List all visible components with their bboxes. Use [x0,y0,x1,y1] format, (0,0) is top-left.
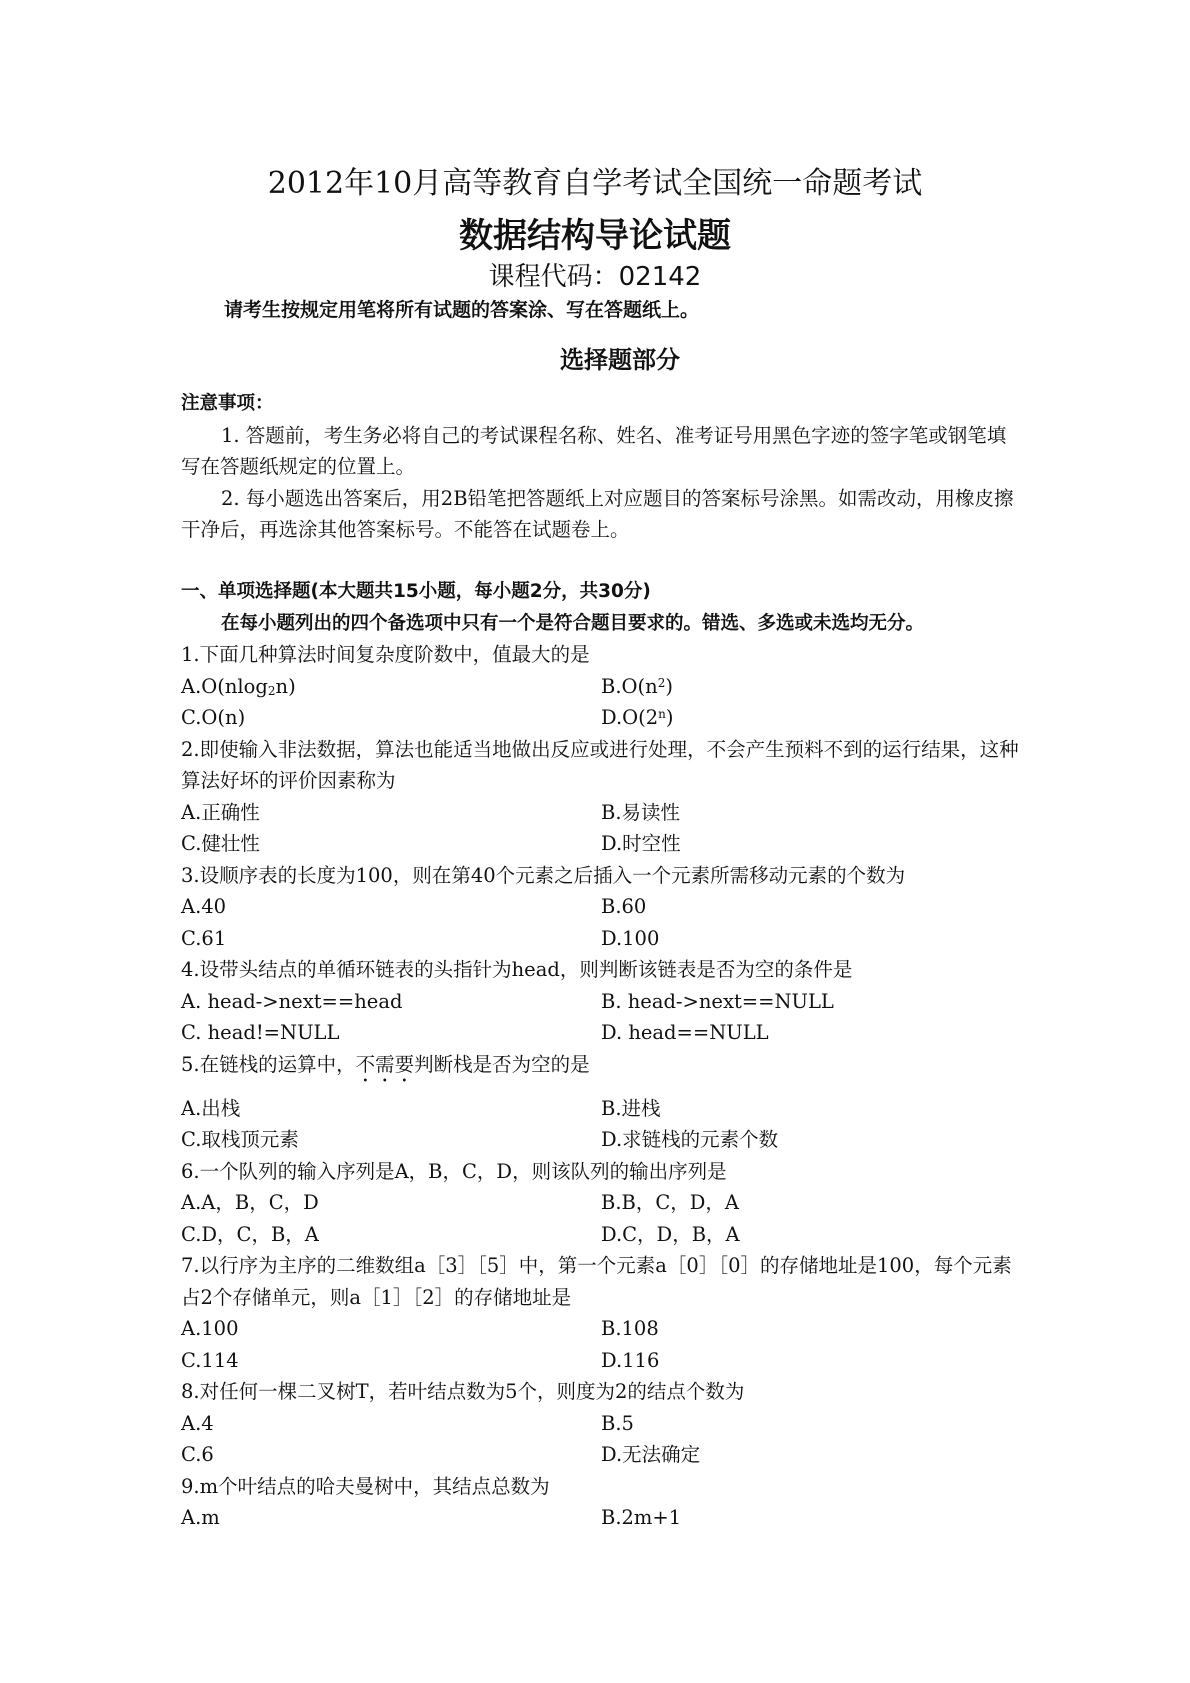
part-heading: 一、单项选择题(本大题共15小题，每小题2分，共30分) [181,581,651,602]
option-c: C.取栈顶元素 [181,1128,299,1151]
option-b: B.2m+1 [601,1506,682,1529]
option-a: A.m [181,1506,220,1529]
note-item: 2. 每小题选出答案后，用2B铅笔把答题纸上对应题目的答案标号涂黑。如需改动，用橡皮擦干净后，再选涂其他答案标号。不能答在试题卷上。 [181,486,1014,541]
course-code: 课程代码：02142 [488,262,702,292]
question-1 [181,639,1021,734]
option-c: C.6 [181,1443,214,1466]
stem-text: 判断栈是否为空的是 [414,1052,590,1076]
option-a: A.40 [181,895,227,918]
option-d: D.100 [601,926,660,950]
question-9 [181,1471,1021,1534]
question-stem [181,1049,1021,1087]
question-5 [181,1049,1021,1156]
option-a: A. head->next==head [181,989,403,1013]
option-b: B.易读性 [601,800,681,824]
question-stem: 2.即使输入非法数据，算法也能适当地做出反应或进行处理，不会产生预料不到的运行结果，这种算法好坏的评价因素称为 [181,737,1019,792]
option-c: C.61 [181,926,227,950]
emphasized-text: 不需要 [355,1052,415,1076]
option-c: C. head!=NULL [181,1021,340,1044]
option-a: A.A，B，C，D [181,1191,319,1214]
option-b: $B.O(n^2)$ [601,674,673,698]
question-stem: 8.对任何一棵二叉树T，若叶结点数为5个，则度为2的结点个数为 [181,1380,745,1403]
option-d: D.116 [601,1348,660,1372]
option-d: D.O(2$^n$) [601,706,674,729]
question-stem: 1.下面几种算法时间复杂度阶数中，值最大的是 [181,643,590,666]
option-b: B.108 [601,1317,659,1340]
option-d: D.无法确定 [601,1443,701,1466]
option-d: D.时空性 [601,832,681,855]
option-a: A.4 [181,1411,214,1435]
option-c: C.D，C，B，A [181,1222,319,1246]
notes-heading: 注意事项： [181,393,274,414]
option-d: D.C，D，B，A [601,1222,740,1246]
option-b: B.进栈 [601,1096,661,1120]
question-3 [181,860,1021,955]
option-c: C.健壮性 [181,832,260,855]
question-stem: 9.m个叶结点的哈夫曼树中，其结点总数为 [181,1474,550,1498]
questions-block [181,576,1021,1534]
question-8 [181,1376,1021,1471]
option-b: B.60 [601,895,647,918]
option-d: D. head==NULL [601,1021,769,1044]
section-title: 选择题部分 [560,346,680,374]
question-stem: 3.设顺序表的长度为100，则在第40个元素之后插入一个元素所需移动元素的个数为 [181,863,906,887]
option-a: A.出栈 [181,1096,241,1120]
question-6 [181,1156,1021,1251]
question-stem: 4.设带头结点的单循环链表的头指针为head，则判断该链表是否为空的条件是 [181,958,853,981]
option-a: A.100 [181,1317,239,1340]
exam-title: 数据结构导论试题 [459,216,731,256]
stem-text: 5.在链栈的运算中， [181,1052,356,1076]
option-a: A.正确性 [181,800,260,824]
question-4 [181,954,1021,1049]
question-7 [181,1250,1021,1376]
option-b: B.5 [601,1411,634,1435]
question-stem: 6.一个队列的输入序列是A，B，C，D，则该队列的输出序列是 [181,1159,727,1183]
option-b: B.B，C，D，A [601,1191,739,1214]
question-stem: 7.以行序为主序的二维数组a［3］［5］中，第一个元素a［0］［0］的存储地址是100，每个元素占2个存储单元，则a［1］［2］的存储地址是 [181,1254,1012,1309]
question-2 [181,734,1021,860]
notes-block [181,388,1021,546]
option-a: A.O(nlog$_2$n) [181,674,296,698]
option-c: C.O(n) [181,706,246,729]
exam-instruction: 请考生按规定用笔将所有试题的答案涂、写在答题纸上。 [224,299,700,321]
exam-header: 2012年10月高等教育自学考试全国统一命题考试 [267,166,923,201]
option-d: D.求链栈的元素个数 [601,1128,779,1151]
option-b: B. head->next==NULL [601,989,834,1013]
note-item: 1. 答题前，考生务必将自己的考试课程名称、姓名、准考证号用黑色字迹的签字笔或钢笔填写在答题纸规定的位置上。 [181,423,1007,478]
part-instruction: 在每小题列出的四个备选项中只有一个是符合题目要求的。错选、多选或未选均无分。 [221,612,925,634]
option-c: C.114 [181,1348,239,1372]
